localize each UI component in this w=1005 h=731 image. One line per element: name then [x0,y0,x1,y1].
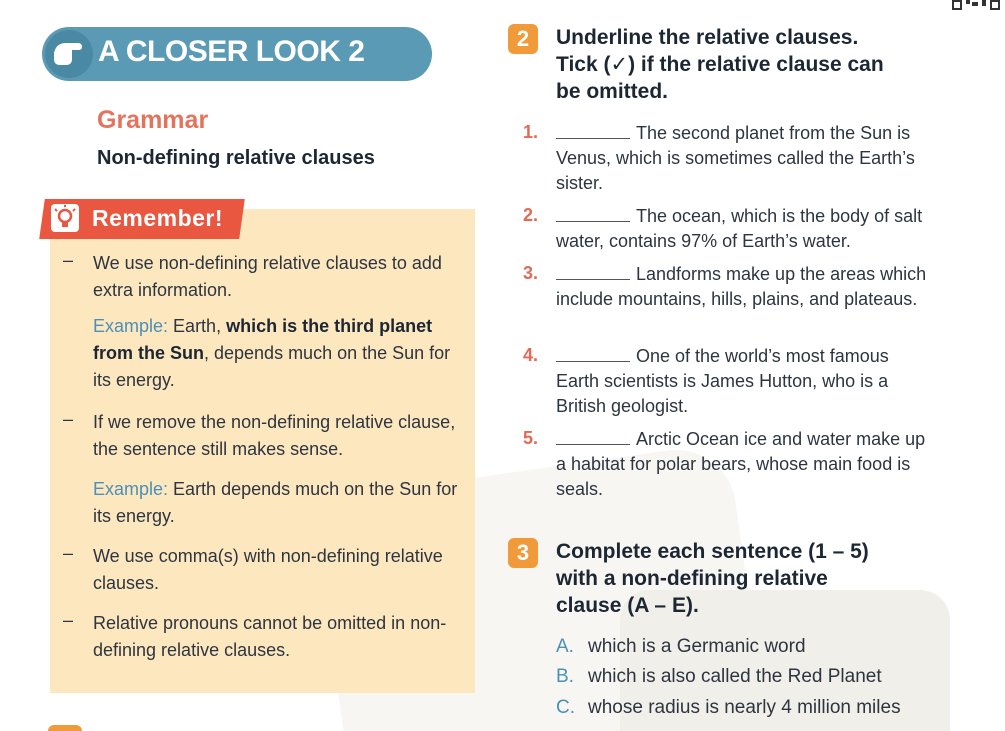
example-text-pre: Earth, [168,316,227,336]
option-text: whose radius is nearly 4 million miles [588,697,901,718]
hand-pointer-icon [44,29,94,79]
section-title: A CLOSER LOOK 2 [98,35,365,68]
task-number-badge: 3 [508,538,538,568]
remember-label: Remember! [92,205,224,231]
bullet-dash: – [63,543,74,563]
question-text: The ocean, which is the body of salt water, contains 97% of Earth’s water. [556,206,923,251]
remember-item: We use comma(s) with non-defining relative clauses. [93,546,443,593]
remember-example [93,313,463,394]
question-number: 3. [523,263,539,283]
bullet-dash: – [63,250,74,270]
bullet-dash: – [63,610,74,630]
next-section-tab [48,725,82,731]
task-title: Underline the relative clauses. Tick (✓) if the relative clause can be omitted. [556,26,884,103]
answer-blank[interactable] [556,206,630,222]
qr-code-icon [952,0,1000,10]
answer-blank[interactable] [556,346,630,362]
example-label: Example: [93,479,169,499]
answer-blank[interactable] [556,429,630,445]
option-letter: A. [556,636,574,657]
answer-blank[interactable] [556,123,630,139]
answer-blank[interactable] [556,264,630,280]
remember-item: Relative pronouns cannot be omitted in non-defining relative clauses. [93,613,447,660]
question-text: One of the world’s most famous Earth scientists is James Hutton, who is a British geologist. [556,346,889,416]
question-number: 4. [523,345,539,365]
question-text: Landforms make up the areas which include mountains, hills, plains, and plateaus. [556,264,927,309]
example-label: Example: [93,316,169,336]
example-text: Earth depends much on the Sun for its energy. [93,479,458,526]
question-text: Arctic Ocean ice and water make up a habitat for polar bears, whose main food is seals. [556,429,926,499]
grammar-subheading: Non-defining relative clauses [97,147,375,169]
bullet-dash: – [63,409,74,429]
option-text: which is also called the Red Planet [588,666,882,687]
task-title: Complete each sentence (1 – 5) with a non-defining relative clause (A – E). [556,540,869,617]
option-text: which is a Germanic word [588,636,806,657]
grammar-heading: Grammar [97,106,209,134]
option-letter: C. [556,697,575,718]
option-letter: B. [556,666,574,687]
question-text: The second planet from the Sun is Venus, which is sometimes called the Earth’s sister. [556,123,915,193]
example-clause: which is the third planet from the Sun [93,316,433,363]
remember-example [93,476,463,530]
question-number: 2. [523,205,539,225]
question-number: 5. [523,428,539,448]
task-number-badge: 2 [508,24,538,54]
remember-item: We use non-defining relative clauses to add extra information. [93,253,442,300]
remember-item: If we remove the non-defining relative clause, the sentence still makes sense. [93,412,456,459]
example-text-post: , depends much on the Sun for its energy. [93,343,451,390]
question-number: 1. [523,122,539,142]
lightbulb-icon [50,203,80,233]
